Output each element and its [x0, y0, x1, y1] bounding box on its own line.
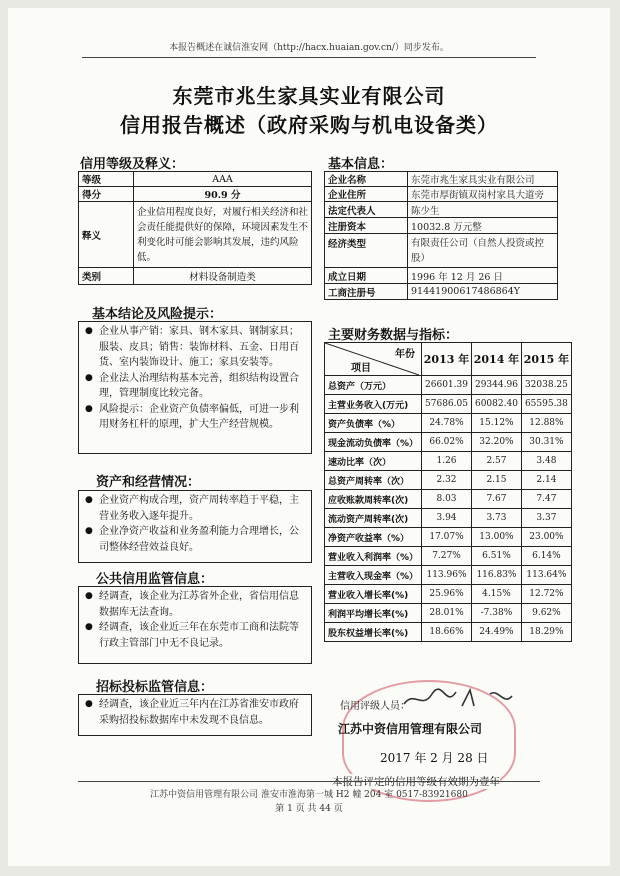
table-row: [325, 218, 558, 234]
table-row: [79, 268, 312, 285]
table-row: [325, 566, 572, 585]
basic-value: 914419006174868​64Y: [408, 284, 558, 300]
finance-value: 23.00%: [521, 528, 571, 547]
list-item: ● 经调查，该企业近三年内在江苏省淮安市政府采购招投标数据库中未发现不良信息。: [83, 697, 307, 728]
finance-metric: 总资产周转率（次）: [325, 471, 422, 490]
analyst-label: 信用评级人员：: [340, 701, 410, 712]
finance-metric: 现金流动负债率（%）: [325, 433, 422, 452]
table-row: [325, 172, 558, 187]
finance-value: 4.15%: [471, 585, 521, 604]
list-item: ● 经调查，该企业近三年在东莞市工商和法院等行政主管部门中无不良记录。: [83, 620, 307, 651]
report-page: [8, 8, 610, 866]
finance-metric: 营业收入利润率（%）: [325, 547, 422, 566]
finance-value: 8.03: [422, 490, 472, 509]
list-item: ● 企业净资产收益和业务盈利能力合理增长，公司整体经营效益良好。: [83, 524, 307, 555]
assets-heading: 资产和经营情况：: [96, 475, 201, 490]
public-heading: 公共信用监管信息：: [96, 572, 214, 587]
credit-value: 材料设备制造类: [134, 268, 312, 285]
finance-value: 7.27%: [422, 547, 472, 566]
list-item: ● 企业从事产销：家具、钢木家具、钢制家具；服装、皮具；销售：装饰材料、五金、日用百货、室内装饰设计、施工；家具安装等。: [83, 324, 307, 371]
basic-key: 企业住所: [325, 187, 408, 202]
finance-value: 28.01%: [422, 604, 472, 623]
table-row: [325, 528, 572, 547]
finance-metric: 股东权益增长率(%): [325, 623, 422, 642]
page-number: 第 1 页 共 44 页: [275, 804, 343, 814]
finance-value: 12.88%: [521, 414, 571, 433]
finance-metric: 总资产（万元）: [325, 376, 422, 395]
basic-key: 工商注册号: [325, 284, 408, 300]
credit-heading: 信用等级及释义：: [80, 157, 185, 172]
report-title: 信用报告概述（政府采购与机电设备类）: [120, 113, 498, 137]
bidding-heading: 招标投标监管信息：: [96, 680, 214, 695]
table-row: [79, 172, 312, 187]
basic-value: 东莞市厚街镇双岗村家具大道旁: [408, 187, 558, 202]
finance-value: 3.48: [521, 452, 571, 471]
finance-body: [325, 376, 572, 642]
table-header-row: [325, 343, 572, 376]
table-row: [325, 376, 572, 395]
table-row: [325, 284, 558, 300]
basic-value: 有限责任公司（自然人投资或控股）: [408, 234, 558, 268]
table-row: [325, 433, 572, 452]
basic-value: 10032.8 万元整: [408, 218, 558, 234]
list-item: ● 企业资产构成合理，资产周转率趋于平稳，主营业务收入逐年提升。: [83, 493, 307, 524]
finance-value: 7.47: [521, 490, 571, 509]
finance-value: 2.57: [471, 452, 521, 471]
conclusion-box: [78, 321, 312, 454]
finance-metric: 利润平均增长率(%): [325, 604, 422, 623]
finance-value: 60082.40: [471, 395, 521, 414]
finance-value: 113.64%: [521, 566, 571, 585]
assets-box: [78, 490, 312, 563]
finance-value: 30.31%: [521, 433, 571, 452]
signature-mark: [400, 684, 520, 714]
table-row: [325, 395, 572, 414]
finance-value: 3.73: [471, 509, 521, 528]
conclusion-heading: 基本结论及风险提示：: [92, 307, 223, 322]
table-row: [325, 490, 572, 509]
basic-value: 陈少生: [408, 202, 558, 218]
finance-value: 3.94: [422, 509, 472, 528]
table-row: [325, 509, 572, 528]
finance-value: 2.32: [422, 471, 472, 490]
finance-metric: 速动比率（次）: [325, 452, 422, 471]
footer-contact: 江苏中资信用管理有限公司 淮安市淮海第一城 H2 幢 204 室 0517-83921680: [150, 790, 468, 800]
table-row: [325, 585, 572, 604]
header-divider: [82, 57, 536, 58]
finance-value: 2.14: [521, 471, 571, 490]
credit-value: AAA: [134, 172, 312, 187]
basic-key: 经济类型: [325, 234, 408, 268]
table-row: [325, 414, 572, 433]
finance-metric: 应收账款周转率(次): [325, 490, 422, 509]
table-row: [325, 623, 572, 642]
basic-key: 法定代表人: [325, 202, 408, 218]
corner-cell: [325, 343, 422, 376]
basic-key: 企业名称: [325, 172, 408, 187]
finance-metric: 流动资产周转率(次): [325, 509, 422, 528]
finance-value: 9.62%: [521, 604, 571, 623]
basic-value: 东莞市兆生家具实业有限公司: [408, 172, 558, 187]
validity-note: 本报告评定的信用等级有效期为壹年: [332, 776, 500, 788]
publish-notice: 本报告概述在诚信淮安网（http://hacx.huaian.gov.cn/）同步发布。: [169, 43, 449, 53]
finance-value: 1.26: [422, 452, 472, 471]
finance-value: 24.78%: [422, 414, 472, 433]
year-header: 2015 年: [521, 343, 571, 376]
table-row: [325, 234, 558, 268]
report-date: 2017 年 2 月 28 日: [380, 751, 489, 765]
basic-heading: 基本信息：: [328, 157, 394, 172]
finance-value: 26601.39: [422, 376, 472, 395]
table-row: [325, 202, 558, 218]
footer-divider: [78, 781, 540, 782]
finance-value: 3.37: [521, 509, 571, 528]
table-row: [325, 547, 572, 566]
credit-value: 企业信用程度良好，对履行相关经济和社会责任能提供好的保障，环境因素发生不利变化时可能会影响其发展，违约风险低。: [134, 202, 312, 268]
finance-value: 13.00%: [471, 528, 521, 547]
year-header: 2013 年: [422, 343, 472, 376]
table-row: [325, 187, 558, 202]
finance-table: [324, 342, 572, 642]
bidding-box: [78, 694, 312, 736]
finance-value: 32038.25: [521, 376, 571, 395]
public-box: [78, 586, 312, 664]
org-name: 江苏中资信用管理有限公司: [338, 722, 483, 736]
list-item: ● 企业法人治理结构基本完善，组织结构设置合理，管理制度比较完备。: [83, 371, 307, 402]
finance-value: 57686.05: [422, 395, 472, 414]
table-row: [325, 604, 572, 623]
finance-value: 24.49%: [471, 623, 521, 642]
finance-value: -7.38%: [471, 604, 521, 623]
corner-item-label: 项目: [351, 363, 371, 374]
table-row: [79, 187, 312, 202]
finance-value: 116.83%: [471, 566, 521, 585]
finance-value: 15.12%: [471, 414, 521, 433]
finance-metric: 主营收入现金率（%）: [325, 566, 422, 585]
finance-metric: 资产负债率（%）: [325, 414, 422, 433]
finance-value: 113.96%: [422, 566, 472, 585]
finance-value: 29344.96: [471, 376, 521, 395]
list-item: ● 风险提示：企业资产负债率偏低，可进一步利用财务杠杆的原理，扩大生产经营规模。: [83, 402, 307, 433]
credit-key: 释义: [79, 202, 134, 268]
finance-value: 6.51%: [471, 547, 521, 566]
table-row: [325, 471, 572, 490]
basic-key: 注册资本: [325, 218, 408, 234]
company-title: 东莞市兆生家具实业有限公司: [172, 84, 446, 108]
finance-metric: 主营业务收入(万元): [325, 395, 422, 414]
finance-value: 17.07%: [422, 528, 472, 547]
credit-key: 类别: [79, 268, 134, 285]
credit-table: [78, 171, 312, 285]
credit-key: 得分: [79, 187, 134, 202]
credit-value: 90.9 分: [134, 187, 312, 202]
corner-year-label: 年份: [395, 349, 416, 360]
finance-value: 12.72%: [521, 585, 571, 604]
table-row: [325, 268, 558, 284]
finance-value: 7.67: [471, 490, 521, 509]
basic-table: [324, 171, 558, 300]
year-header: 2014 年: [471, 343, 521, 376]
basic-key: 成立日期: [325, 268, 408, 284]
finance-value: 65595.38: [521, 395, 571, 414]
finance-value: 18.29%: [521, 623, 571, 642]
basic-value: 1996 年 12 月 26 日: [408, 268, 558, 284]
finance-metric: 营业收入增长率(%): [325, 585, 422, 604]
finance-value: 32.20%: [471, 433, 521, 452]
table-row: [79, 202, 312, 268]
credit-key: 等级: [79, 172, 134, 187]
finance-value: 66.02%: [422, 433, 472, 452]
finance-value: 25.96%: [422, 585, 472, 604]
finance-value: 2.15: [471, 471, 521, 490]
finance-heading: 主要财务数据与指标：: [328, 328, 459, 343]
finance-metric: 净资产收益率（%）: [325, 528, 422, 547]
finance-value: 6.14%: [521, 547, 571, 566]
list-item: ● 经调查，该企业为江苏省外企业，省信用信息数据库无法查询。: [83, 589, 307, 620]
table-row: [325, 452, 572, 471]
finance-value: 18.66%: [422, 623, 472, 642]
